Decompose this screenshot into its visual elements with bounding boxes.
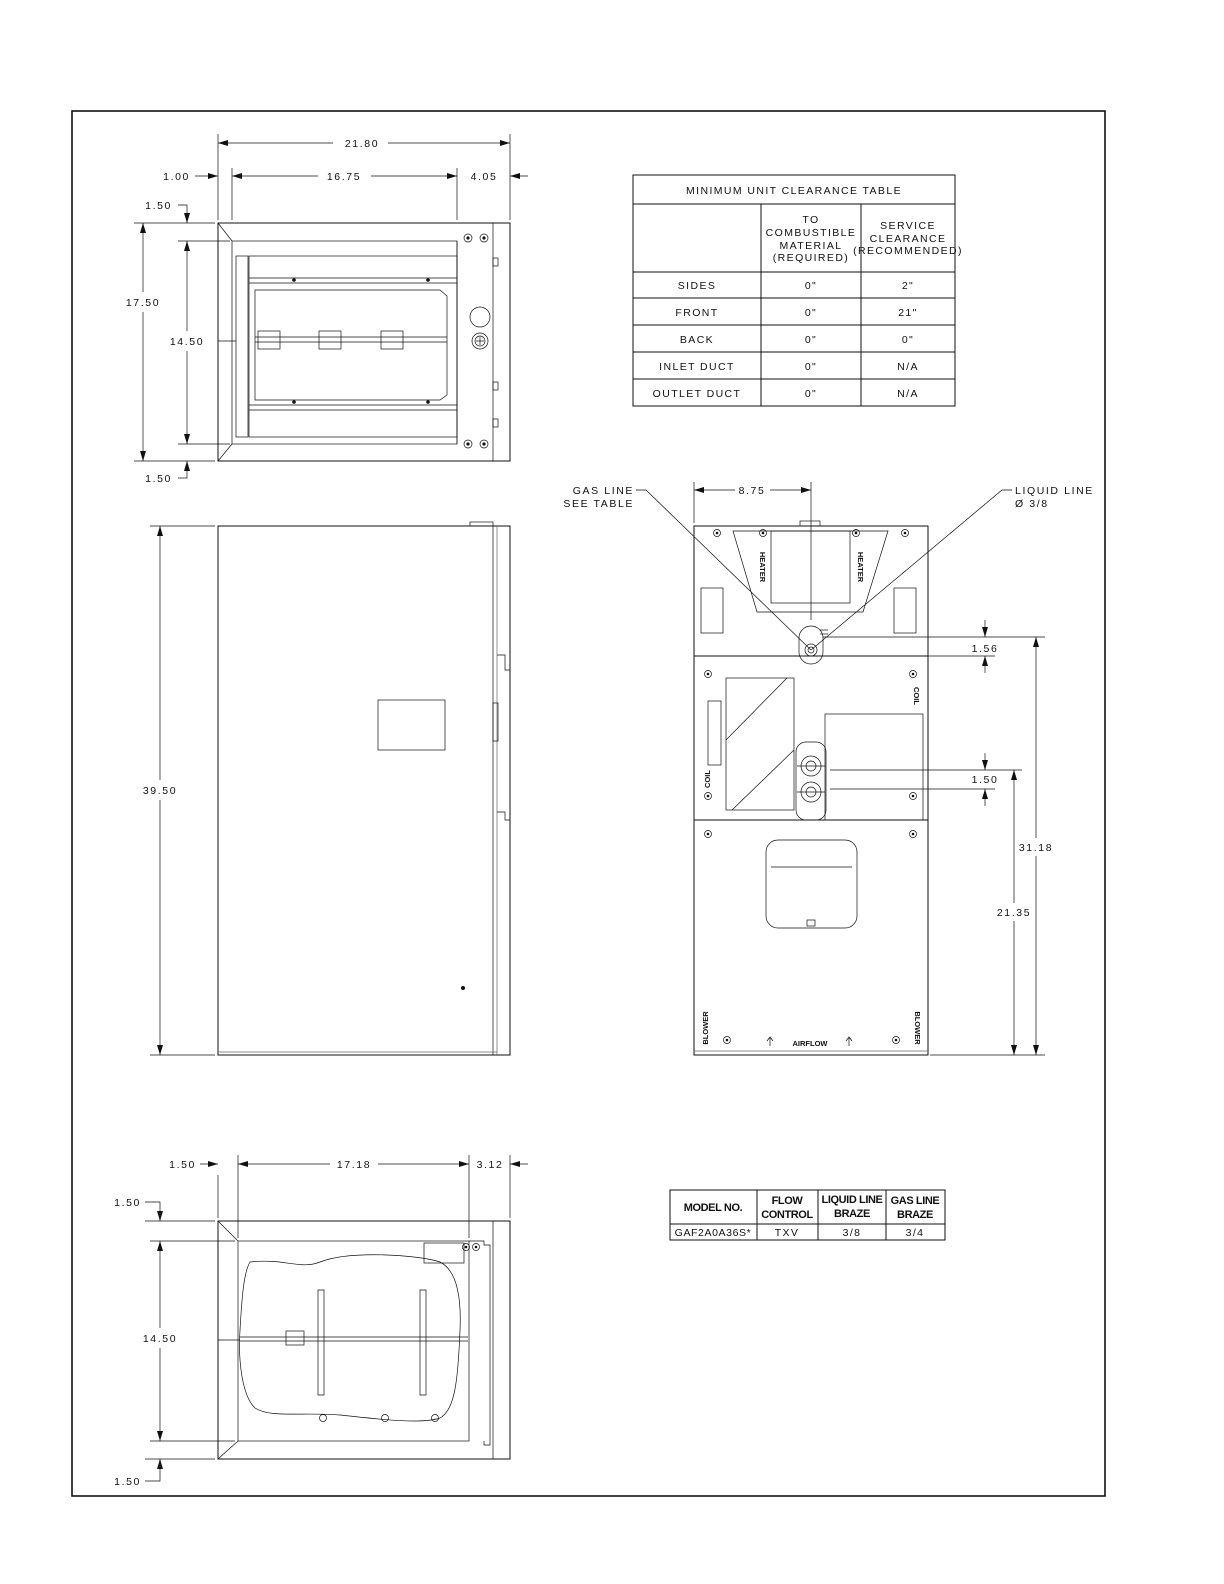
blower-label-right: BLOWER <box>913 1011 922 1045</box>
model-header-liquid-1: LIQUID LINE <box>821 1194 883 1206</box>
clearance-col2-line3: (RECOMMENDED) <box>853 245 963 257</box>
model-cell-model: GAF2A0A36S* <box>674 1227 752 1239</box>
dim-3-12: 3.12 <box>476 1159 504 1171</box>
liquid-line-callout-2: Ø 3/8 <box>1015 498 1049 510</box>
clearance-row-service: N/A <box>897 361 919 373</box>
airflow-label: AIRFLOW <box>792 1039 828 1048</box>
clearance-row-label: OUTLET DUCT <box>652 388 742 400</box>
clearance-row-combustible: 0" <box>804 280 818 292</box>
clearance-row-combustible: 0" <box>804 334 818 346</box>
clearance-col1-line1: TO <box>802 214 820 226</box>
model-header-flow-1: FLOW <box>771 1195 803 1207</box>
front-view-dimensions <box>143 526 215 1055</box>
dim-1-50-top-a: 1.50 <box>145 200 172 212</box>
clearance-row-label: INLET DUCT <box>659 361 735 373</box>
dim-39-50: 39.50 <box>142 785 178 797</box>
model-header-liquid-2: BRAZE <box>834 1208 870 1220</box>
clearance-row-service: 21" <box>898 307 918 319</box>
sheet-border <box>72 111 1105 1496</box>
model-header-gas-1: GAS LINE <box>890 1195 940 1207</box>
clearance-row-combustible: 0" <box>804 307 818 319</box>
top-view-dimensions <box>126 134 528 485</box>
model-cell-liquid: 3/8 <box>842 1227 862 1239</box>
gas-line-callout-2: SEE TABLE <box>563 498 634 510</box>
dim-1-50-top-b: 1.50 <box>145 473 172 485</box>
clearance-row-combustible: 0" <box>804 361 818 373</box>
gas-line-callout-1: GAS LINE <box>572 485 634 497</box>
dim-1-00: 1.00 <box>163 171 190 183</box>
dim-4-05: 4.05 <box>470 171 498 183</box>
model-header-model-no: MODEL NO. <box>683 1202 743 1214</box>
dim-14-50-bottom: 14.50 <box>142 1333 178 1345</box>
coil-label-left: COIL <box>703 770 712 788</box>
liquid-line-callout-1: LIQUID LINE <box>1015 485 1094 497</box>
clearance-col1-line2: COMBUSTIBLE <box>765 227 857 239</box>
model-cell-flow: TXV <box>774 1227 800 1239</box>
clearance-col2-line2: CLEARANCE <box>869 233 947 245</box>
coil-label-right: COIL <box>912 687 921 705</box>
clearance-row-label: BACK <box>679 334 715 346</box>
clearance-row-service: 0" <box>901 334 915 346</box>
dim-1-50-bottom-bottom: 1.50 <box>114 1476 141 1488</box>
clearance-row-combustible: 0" <box>804 388 818 400</box>
dim-1-50-bottom-top: 1.50 <box>114 1197 141 1209</box>
dim-1-56: 1.56 <box>971 643 999 655</box>
clearance-col1-line4: (REQUIRED) <box>772 252 850 264</box>
heater-label-left: HEATER <box>758 551 767 583</box>
blower-label-left: BLOWER <box>701 1011 710 1045</box>
model-cell-gas: 3/4 <box>905 1227 925 1239</box>
dim-17-18: 17.18 <box>336 1159 372 1171</box>
front-view <box>218 522 510 1055</box>
clearance-row-label: FRONT <box>675 307 719 319</box>
bottom-view-dimensions <box>142 1155 528 1481</box>
bottom-view <box>218 1221 510 1459</box>
dim-14-50-top: 14.50 <box>169 336 205 348</box>
dim-21-35: 21.35 <box>996 907 1032 919</box>
dim-8-75: 8.75 <box>738 485 766 497</box>
dim-31-18: 31.18 <box>1018 842 1054 854</box>
clearance-col2-line1: SERVICE <box>880 220 936 232</box>
clearance-table-title: MINIMUM UNIT CLEARANCE TABLE <box>686 185 902 197</box>
dim-21-80: 21.80 <box>344 138 380 150</box>
dim-16-75: 16.75 <box>326 171 362 183</box>
dim-1-50-bottom-left: 1.50 <box>169 1159 196 1171</box>
dim-1-50-liquid: 1.50 <box>971 774 999 786</box>
heater-label-right: HEATER <box>856 551 865 583</box>
clearance-row-label: SIDES <box>677 280 717 292</box>
model-header-flow-2: CONTROL <box>761 1209 813 1221</box>
top-view <box>218 223 510 461</box>
clearance-col1-line3: MATERIAL <box>779 240 843 252</box>
clearance-row-service: N/A <box>897 388 919 400</box>
dim-17-50: 17.50 <box>125 297 161 309</box>
model-header-gas-2: BRAZE <box>897 1209 933 1221</box>
clearance-row-service: 2" <box>901 280 915 292</box>
side-view-dimensions <box>636 482 1045 1055</box>
